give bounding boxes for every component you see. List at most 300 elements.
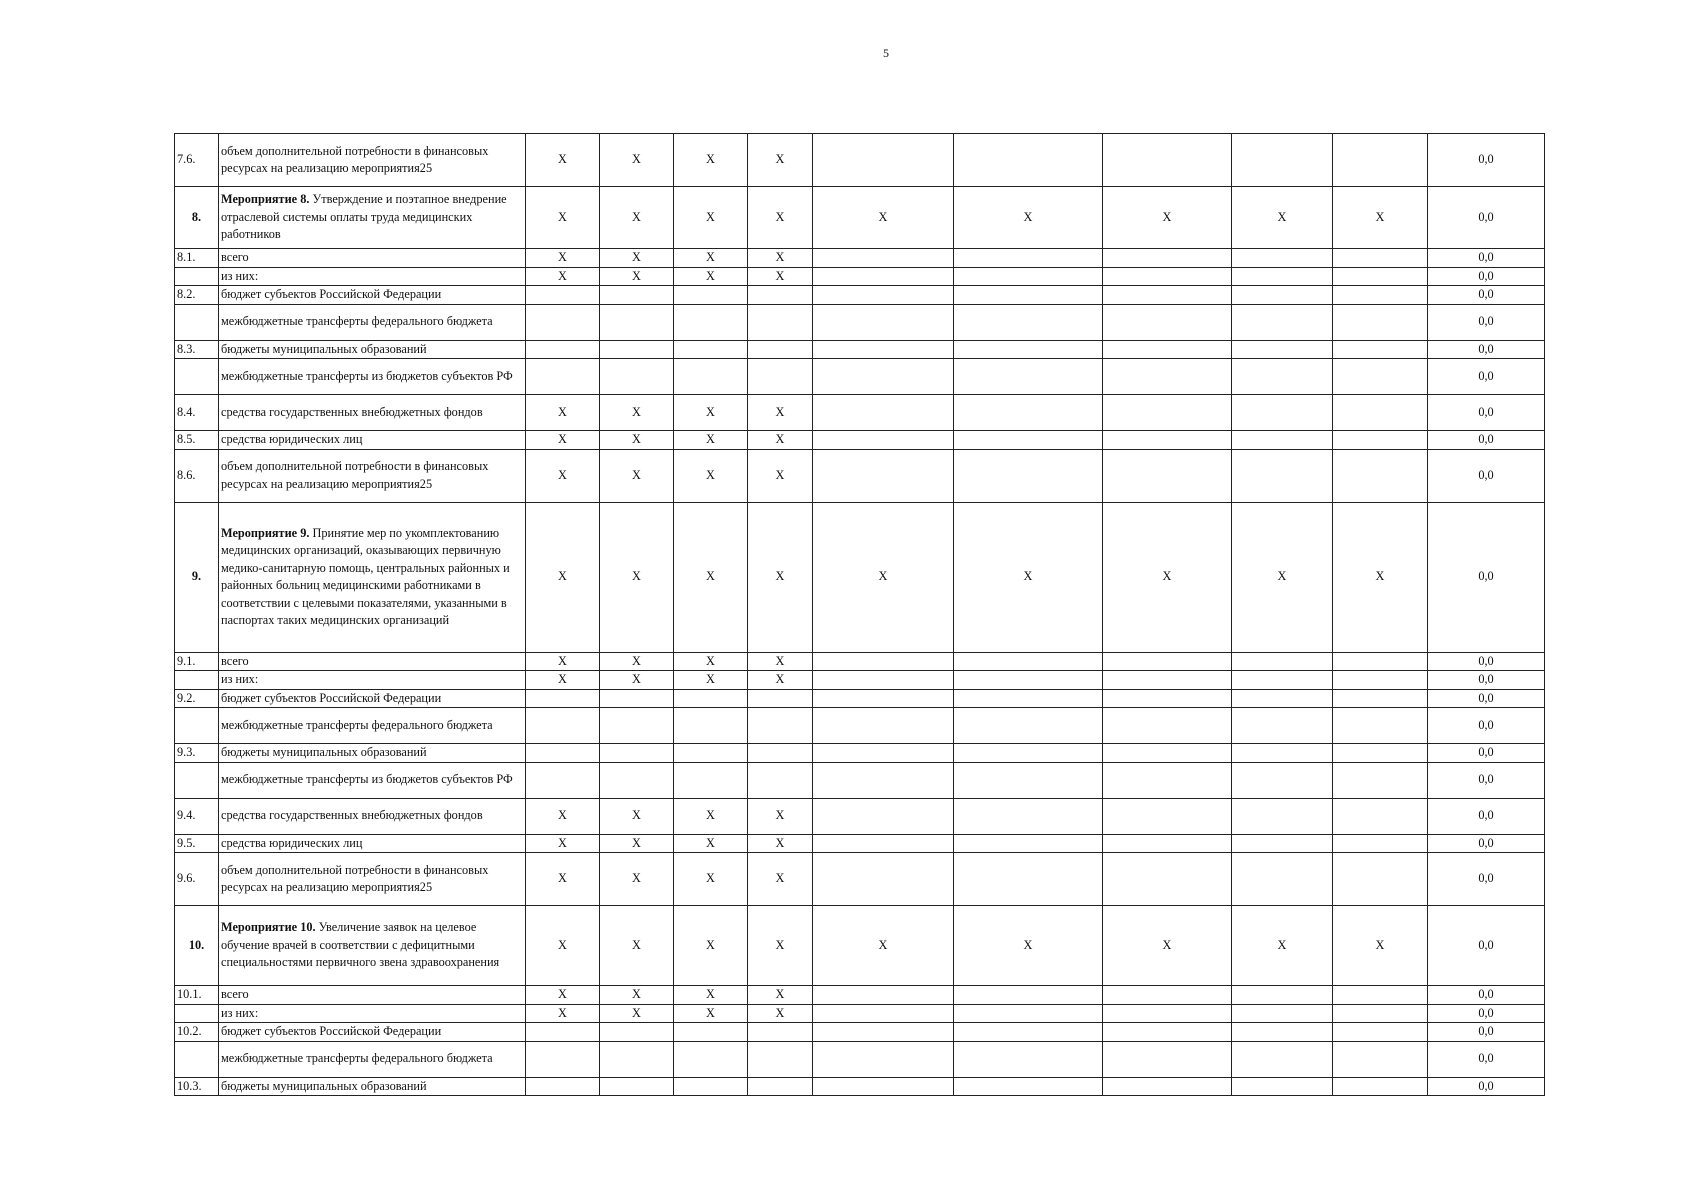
value-cell [748, 304, 813, 340]
table-row [175, 249, 1545, 268]
value-cell [1333, 853, 1428, 906]
measure-title: Мероприятие 9. [221, 525, 310, 540]
value-cell [674, 762, 748, 798]
value-cell [1103, 249, 1232, 268]
value-cell [1103, 286, 1232, 305]
value-cell [748, 340, 813, 359]
total-cell: 0,0 [1428, 744, 1545, 763]
value-cell [748, 286, 813, 305]
value-cell: X [1232, 187, 1333, 249]
row-number [175, 1004, 219, 1023]
value-cell: X [954, 187, 1103, 249]
description-text: средства юридических лиц [221, 835, 363, 850]
value-cell [813, 267, 954, 286]
value-cell [1232, 395, 1333, 431]
description-text: бюджеты муниципальных образований [221, 745, 427, 759]
description-text: бюджет субъектов Российской Федерации [221, 287, 442, 301]
table-row [175, 134, 1545, 187]
value-cell [1103, 134, 1232, 187]
value-cell [813, 286, 954, 305]
value-cell: X [526, 431, 600, 450]
value-cell [813, 671, 954, 690]
value-cell [1103, 340, 1232, 359]
value-cell [954, 1004, 1103, 1023]
table-row [175, 834, 1545, 853]
value-cell [1232, 652, 1333, 671]
value-cell [954, 340, 1103, 359]
value-cell: X [674, 249, 748, 268]
value-cell [1232, 1077, 1333, 1096]
value-cell [813, 708, 954, 744]
table-row [175, 431, 1545, 450]
row-number: 8.2. [175, 286, 219, 305]
row-description [219, 689, 526, 708]
total-cell: 0,0 [1428, 134, 1545, 187]
value-cell [1333, 798, 1428, 834]
table-row [175, 689, 1545, 708]
description-text: Утверждение и поэтапное внедрение отраслевой системы оплаты труда медицинских работников [221, 192, 507, 242]
description-text: бюджет субъектов Российской Федерации [221, 1024, 442, 1038]
value-cell: X [748, 1004, 813, 1023]
value-cell: X [674, 671, 748, 690]
row-description [219, 853, 526, 906]
description-text: объем дополнительной потребности в финансовых ресурсах на реализацию мероприятия25 [221, 143, 489, 175]
description-text: из них: [221, 1005, 259, 1020]
row-number: 8.3. [175, 340, 219, 359]
value-cell [954, 689, 1103, 708]
row-number: 9.4. [175, 798, 219, 834]
value-cell [813, 359, 954, 395]
value-cell: X [526, 671, 600, 690]
table-row [175, 671, 1545, 690]
total-cell: 0,0 [1428, 834, 1545, 853]
value-cell [526, 689, 600, 708]
value-cell: X [1232, 502, 1333, 652]
row-description [219, 708, 526, 744]
total-cell: 0,0 [1428, 689, 1545, 708]
value-cell: X [674, 853, 748, 906]
value-cell: X [954, 906, 1103, 986]
value-cell [1232, 762, 1333, 798]
value-cell: X [1232, 906, 1333, 986]
value-cell [813, 744, 954, 763]
value-cell: X [526, 187, 600, 249]
value-cell [1232, 689, 1333, 708]
value-cell: X [813, 187, 954, 249]
row-description [219, 906, 526, 986]
measure-title: Мероприятие 10. [221, 920, 316, 935]
description-text: средства юридических лиц [221, 432, 363, 446]
description-text: Принятие мер по укомплектованию медицинских организаций, оказывающих первичную медико-санитарную помощь, центральных районных и районных больниц медицинскими работниками в соответствии с целевыми показателями, указанными в паспортах таких медицинских организаций [221, 525, 510, 627]
value-cell [1333, 689, 1428, 708]
value-cell: X [526, 906, 600, 986]
value-cell [1333, 708, 1428, 744]
value-cell [674, 744, 748, 763]
total-cell: 0,0 [1428, 249, 1545, 268]
row-description [219, 359, 526, 395]
value-cell [1333, 304, 1428, 340]
value-cell: X [748, 449, 813, 502]
value-cell [1103, 395, 1232, 431]
row-number [175, 1041, 219, 1077]
value-cell [600, 1041, 674, 1077]
description-text: бюджеты муниципальных образований [221, 341, 427, 356]
value-cell: X [674, 986, 748, 1005]
value-cell: X [748, 798, 813, 834]
value-cell [1333, 834, 1428, 853]
total-cell: 0,0 [1428, 906, 1545, 986]
total-cell: 0,0 [1428, 1077, 1545, 1096]
value-cell [954, 834, 1103, 853]
row-description [219, 449, 526, 502]
row-number: 7.6. [175, 134, 219, 187]
value-cell [813, 449, 954, 502]
description-text: из них: [221, 672, 259, 686]
value-cell [1232, 249, 1333, 268]
table-row [175, 708, 1545, 744]
value-cell [1232, 431, 1333, 450]
value-cell [674, 359, 748, 395]
description-text: межбюджетные трансферты федерального бюджета [221, 1051, 493, 1066]
description-text: всего [221, 250, 249, 264]
row-number [175, 359, 219, 395]
table-row [175, 267, 1545, 286]
value-cell [600, 744, 674, 763]
value-cell [1103, 834, 1232, 853]
total-cell: 0,0 [1428, 359, 1545, 395]
total-cell: 0,0 [1428, 798, 1545, 834]
value-cell [526, 1077, 600, 1096]
value-cell [526, 304, 600, 340]
value-cell [600, 304, 674, 340]
total-cell: 0,0 [1428, 431, 1545, 450]
row-description [219, 986, 526, 1005]
row-description [219, 395, 526, 431]
value-cell [1103, 1023, 1232, 1042]
value-cell [954, 853, 1103, 906]
value-cell [813, 834, 954, 853]
value-cell: X [748, 906, 813, 986]
row-description [219, 502, 526, 652]
row-number: 8. [175, 187, 219, 249]
value-cell [674, 304, 748, 340]
total-cell: 0,0 [1428, 1004, 1545, 1023]
row-number: 9.2. [175, 689, 219, 708]
value-cell [813, 249, 954, 268]
value-cell: X [674, 134, 748, 187]
table-row [175, 652, 1545, 671]
value-cell [813, 986, 954, 1005]
row-number: 10. [175, 906, 219, 986]
value-cell [1103, 359, 1232, 395]
value-cell [1333, 449, 1428, 502]
value-cell: X [674, 1004, 748, 1023]
value-cell: X [674, 449, 748, 502]
table-row [175, 1041, 1545, 1077]
value-cell [1232, 1004, 1333, 1023]
value-cell [1333, 652, 1428, 671]
value-cell: X [674, 395, 748, 431]
row-number: 8.4. [175, 395, 219, 431]
value-cell [954, 1041, 1103, 1077]
value-cell [1333, 1041, 1428, 1077]
table-row [175, 1023, 1545, 1042]
table-row [175, 502, 1545, 652]
value-cell [954, 286, 1103, 305]
value-cell [1333, 267, 1428, 286]
value-cell: X [600, 834, 674, 853]
value-cell: X [1103, 906, 1232, 986]
table-row [175, 1077, 1545, 1096]
value-cell: X [600, 986, 674, 1005]
value-cell [748, 689, 813, 708]
description-text: объем дополнительной потребности в финансовых ресурсах на реализацию мероприятия25 [221, 459, 489, 491]
description-text: межбюджетные трансферты из бюджетов субъектов РФ [221, 772, 513, 787]
value-cell: X [1103, 502, 1232, 652]
table-row [175, 1004, 1545, 1023]
value-cell [1103, 304, 1232, 340]
page-number: 5 [883, 46, 889, 60]
value-cell: X [748, 502, 813, 652]
total-cell: 0,0 [1428, 853, 1545, 906]
row-description [219, 249, 526, 268]
value-cell [748, 762, 813, 798]
row-number: 10.2. [175, 1023, 219, 1042]
row-description [219, 1077, 526, 1096]
row-number: 8.6. [175, 449, 219, 502]
value-cell: X [600, 652, 674, 671]
row-number [175, 267, 219, 286]
value-cell: X [600, 267, 674, 286]
value-cell [1232, 340, 1333, 359]
value-cell [674, 340, 748, 359]
value-cell [813, 853, 954, 906]
table-row [175, 359, 1545, 395]
total-cell: 0,0 [1428, 395, 1545, 431]
value-cell [674, 286, 748, 305]
value-cell [954, 249, 1103, 268]
value-cell [674, 1041, 748, 1077]
value-cell: X [526, 1004, 600, 1023]
table-row [175, 853, 1545, 906]
value-cell: X [674, 267, 748, 286]
value-cell [1333, 249, 1428, 268]
value-cell [954, 798, 1103, 834]
total-cell: 0,0 [1428, 671, 1545, 690]
value-cell: X [600, 134, 674, 187]
value-cell: X [674, 187, 748, 249]
value-cell [748, 1023, 813, 1042]
value-cell [526, 1023, 600, 1042]
value-cell: X [748, 395, 813, 431]
row-description [219, 1004, 526, 1023]
value-cell: X [748, 267, 813, 286]
row-description [219, 267, 526, 286]
row-number: 9.5. [175, 834, 219, 853]
value-cell [1232, 449, 1333, 502]
value-cell: X [674, 906, 748, 986]
value-cell: X [954, 502, 1103, 652]
value-cell [600, 286, 674, 305]
total-cell: 0,0 [1428, 187, 1545, 249]
value-cell: X [748, 671, 813, 690]
value-cell: X [748, 652, 813, 671]
value-cell [813, 798, 954, 834]
row-number: 9.6. [175, 853, 219, 906]
value-cell [1333, 431, 1428, 450]
value-cell [1232, 267, 1333, 286]
value-cell [813, 652, 954, 671]
value-cell: X [526, 249, 600, 268]
value-cell [1103, 431, 1232, 450]
value-cell [748, 1077, 813, 1096]
value-cell: X [674, 798, 748, 834]
value-cell [813, 1041, 954, 1077]
value-cell [1103, 798, 1232, 834]
value-cell [1333, 1077, 1428, 1096]
value-cell [813, 340, 954, 359]
value-cell [600, 340, 674, 359]
row-description [219, 671, 526, 690]
value-cell [1103, 744, 1232, 763]
row-number: 8.1. [175, 249, 219, 268]
row-description [219, 187, 526, 249]
table-row [175, 906, 1545, 986]
value-cell: X [600, 906, 674, 986]
value-cell [526, 359, 600, 395]
row-number: 9. [175, 502, 219, 652]
value-cell [813, 762, 954, 798]
value-cell: X [600, 449, 674, 502]
value-cell [954, 986, 1103, 1005]
table-row [175, 762, 1545, 798]
row-number [175, 762, 219, 798]
description-text: средства государственных внебюджетных фондов [221, 404, 483, 419]
row-description [219, 1041, 526, 1077]
value-cell: X [526, 395, 600, 431]
row-description [219, 304, 526, 340]
row-description [219, 798, 526, 834]
value-cell [1232, 1023, 1333, 1042]
description-text: из них: [221, 268, 259, 283]
value-cell [813, 1077, 954, 1096]
value-cell: X [748, 249, 813, 268]
value-cell [526, 286, 600, 305]
value-cell [1103, 986, 1232, 1005]
value-cell [1232, 671, 1333, 690]
value-cell [1103, 853, 1232, 906]
value-cell: X [526, 267, 600, 286]
row-number [175, 708, 219, 744]
total-cell: 0,0 [1428, 708, 1545, 744]
value-cell [526, 762, 600, 798]
row-description [219, 744, 526, 763]
value-cell [674, 1023, 748, 1042]
value-cell: X [526, 134, 600, 187]
table-row [175, 286, 1545, 305]
value-cell: X [600, 853, 674, 906]
value-cell [954, 671, 1103, 690]
value-cell: X [674, 834, 748, 853]
value-cell: X [1333, 502, 1428, 652]
value-cell: X [748, 986, 813, 1005]
description-text: бюджеты муниципальных образований [221, 1078, 427, 1093]
value-cell [813, 304, 954, 340]
value-cell [1103, 671, 1232, 690]
total-cell: 0,0 [1428, 502, 1545, 652]
description-text: средства государственных внебюджетных фондов [221, 808, 483, 823]
total-cell: 0,0 [1428, 652, 1545, 671]
total-cell: 0,0 [1428, 304, 1545, 340]
value-cell: X [526, 798, 600, 834]
value-cell [1103, 708, 1232, 744]
value-cell [1232, 834, 1333, 853]
value-cell: X [600, 431, 674, 450]
row-description [219, 431, 526, 450]
value-cell [1232, 359, 1333, 395]
value-cell: X [526, 502, 600, 652]
value-cell [954, 708, 1103, 744]
value-cell: X [526, 853, 600, 906]
value-cell: X [748, 187, 813, 249]
value-cell [1232, 304, 1333, 340]
value-cell [748, 708, 813, 744]
description-text: межбюджетные трансферты федерального бюджета [221, 717, 493, 732]
row-description [219, 834, 526, 853]
value-cell [1333, 1023, 1428, 1042]
value-cell [1103, 1041, 1232, 1077]
value-cell [813, 431, 954, 450]
value-cell: X [748, 853, 813, 906]
value-cell [1333, 744, 1428, 763]
table-body [175, 134, 1545, 1096]
value-cell [813, 689, 954, 708]
row-description [219, 340, 526, 359]
table-row [175, 986, 1545, 1005]
value-cell: X [526, 449, 600, 502]
row-description [219, 762, 526, 798]
value-cell [1103, 689, 1232, 708]
value-cell: X [526, 986, 600, 1005]
value-cell [1333, 340, 1428, 359]
table-row [175, 395, 1545, 431]
row-number: 9.3. [175, 744, 219, 763]
value-cell: X [526, 652, 600, 671]
value-cell [600, 1023, 674, 1042]
value-cell [1103, 449, 1232, 502]
value-cell [954, 359, 1103, 395]
value-cell [1232, 286, 1333, 305]
value-cell [1103, 267, 1232, 286]
table-row [175, 449, 1545, 502]
value-cell [954, 1023, 1103, 1042]
value-cell: X [600, 187, 674, 249]
value-cell [1333, 134, 1428, 187]
description-text: всего [221, 653, 249, 668]
row-number: 10.1. [175, 986, 219, 1005]
value-cell [600, 689, 674, 708]
measure-title: Мероприятие 8. [221, 192, 310, 207]
table-row [175, 187, 1545, 249]
value-cell [748, 1041, 813, 1077]
description-text: межбюджетные трансферты из бюджетов субъектов РФ [221, 368, 513, 383]
financing-table [174, 133, 1545, 1096]
value-cell [1333, 762, 1428, 798]
total-cell: 0,0 [1428, 762, 1545, 798]
description-text: межбюджетные трансферты федерального бюджета [221, 314, 493, 329]
value-cell [954, 744, 1103, 763]
value-cell [674, 689, 748, 708]
